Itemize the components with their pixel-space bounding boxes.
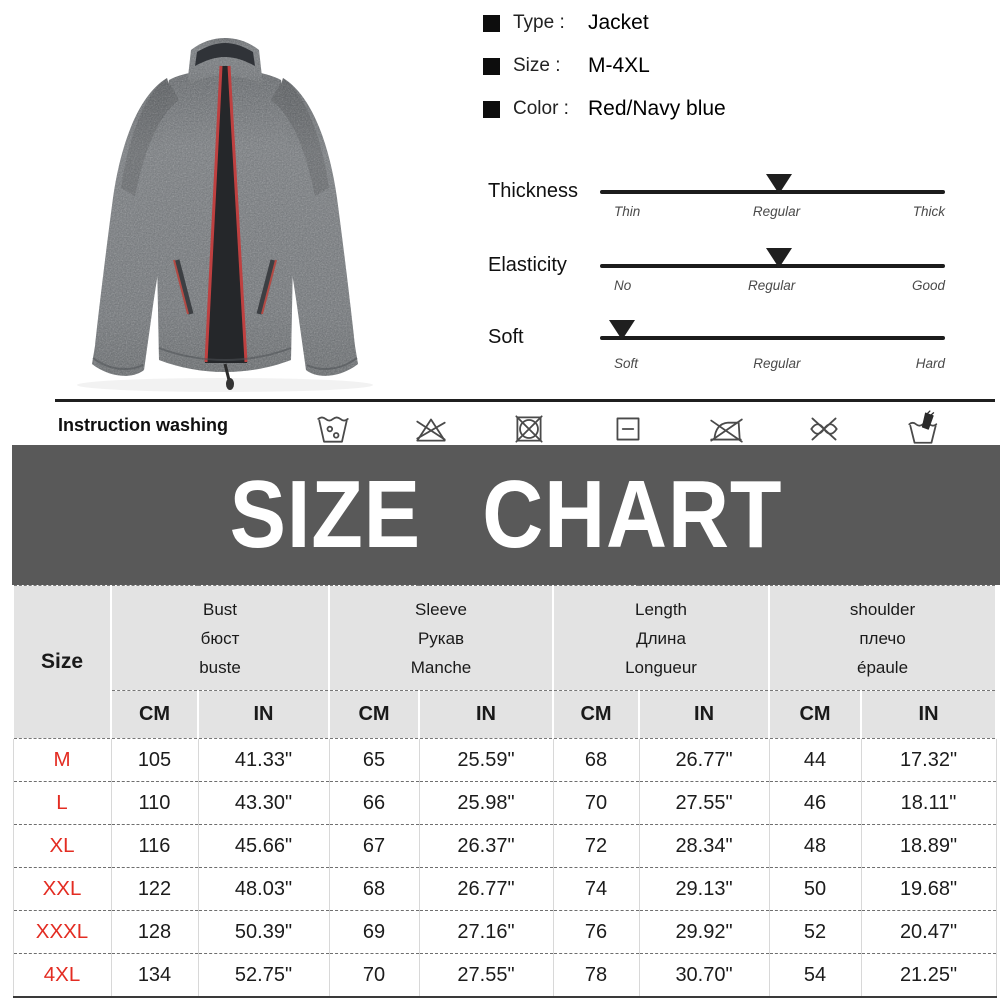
size-label: 4XL: [13, 954, 111, 998]
spec-label: Type :: [513, 12, 565, 33]
size-label: M: [13, 739, 111, 782]
square-bullet-icon: [483, 15, 500, 32]
cell-value: 65: [329, 739, 419, 782]
spec-label: Size :: [513, 55, 561, 76]
tick-label: Thin: [614, 204, 641, 219]
cell-value: 20.47": [861, 911, 996, 954]
thickness-scale: [488, 180, 948, 244]
size-label: XXXL: [13, 911, 111, 954]
cell-value: 52: [769, 911, 861, 954]
square-bullet-icon: [483, 58, 500, 75]
cell-value: 74: [553, 868, 639, 911]
cell-value: 26.77": [419, 868, 553, 911]
spec-value: Jacket: [588, 11, 649, 34]
spec-row-type: [483, 10, 649, 36]
scale-ticks: [600, 356, 945, 371]
cell-value: 70: [329, 954, 419, 998]
cell-value: 52.75": [198, 954, 329, 998]
unit-header-in: IN: [198, 691, 329, 739]
unit-header-cm: CM: [329, 691, 419, 739]
cell-value: 27.55": [639, 782, 769, 825]
do-not-tumble-dry-icon: [510, 410, 548, 448]
tick-label: Good: [911, 278, 945, 293]
cell-value: 19.68": [861, 868, 996, 911]
tick-label: Regular: [753, 356, 801, 371]
unit-header-in: IN: [861, 691, 996, 739]
cell-value: 25.59": [419, 739, 553, 782]
cell-value: 54: [769, 954, 861, 998]
tick-label: Regular: [752, 204, 801, 219]
cell-value: 70: [553, 782, 639, 825]
scale-line: [600, 336, 945, 340]
unit-header-in: IN: [419, 691, 553, 739]
cell-value: 50.39": [198, 911, 329, 954]
scale-track: [600, 254, 945, 318]
cell-value: 67: [329, 825, 419, 868]
unit-header-cm: CM: [553, 691, 639, 739]
hand-wash-icon: [904, 410, 942, 448]
cell-value: 134: [111, 954, 198, 998]
cell-value: 68: [329, 868, 419, 911]
tick-label: Hard: [915, 356, 945, 371]
table-row: [13, 739, 996, 782]
cell-value: 128: [111, 911, 198, 954]
table-row: [13, 868, 996, 911]
cell-value: 41.33": [198, 739, 329, 782]
do-not-bleach-icon: [412, 410, 450, 448]
cell-value: 26.77": [639, 739, 769, 782]
scale-name: Thickness: [488, 180, 579, 202]
cell-value: 27.55": [419, 954, 553, 998]
cell-value: 45.66": [198, 825, 329, 868]
column-header-bust: Bust бюст buste: [111, 586, 329, 691]
table-row: [13, 911, 996, 954]
unit-header-in: IN: [639, 691, 769, 739]
scale-name: Soft: [488, 326, 524, 348]
cell-value: 48: [769, 825, 861, 868]
cell-value: 76: [553, 911, 639, 954]
cell-value: 105: [111, 739, 198, 782]
cell-value: 50: [769, 868, 861, 911]
cell-value: 25.98": [419, 782, 553, 825]
cell-value: 18.11": [861, 782, 996, 825]
spec-value: Red/Navy blue: [588, 97, 726, 120]
size-chart-table: [12, 585, 997, 998]
cell-value: 72: [553, 825, 639, 868]
cell-value: 48.03": [198, 868, 329, 911]
scale-name: Elasticity: [488, 254, 567, 276]
size-label: L: [13, 782, 111, 825]
cell-value: 110: [111, 782, 198, 825]
size-chart-banner: [12, 445, 1000, 585]
table-row: [13, 825, 996, 868]
cell-value: 17.32": [861, 739, 996, 782]
cell-value: 116: [111, 825, 198, 868]
scale-ticks: [600, 278, 945, 293]
spec-label: Color :: [513, 98, 569, 119]
size-chart-title: SIZE CHART: [229, 461, 783, 568]
scale-track: [600, 180, 945, 244]
scale-marker-icon: [766, 248, 792, 268]
cell-value: 46: [769, 782, 861, 825]
do-not-wring-icon: [805, 410, 843, 448]
cell-value: 26.37": [419, 825, 553, 868]
scale-ticks: [600, 204, 945, 219]
column-header-size: Size: [13, 586, 111, 739]
divider-line: [55, 399, 995, 402]
group-header-row: [13, 586, 996, 691]
unit-header-row: [13, 691, 996, 739]
size-label: XXL: [13, 868, 111, 911]
spec-row-size: [483, 53, 650, 79]
tick-label: No: [614, 278, 632, 293]
spec-row-color: [483, 96, 726, 122]
cell-value: 21.25": [861, 954, 996, 998]
square-bullet-icon: [483, 101, 500, 118]
spec-value: M-4XL: [588, 54, 650, 77]
unit-header-cm: CM: [111, 691, 198, 739]
soft-scale: [488, 326, 948, 390]
table-row: [13, 954, 996, 998]
machine-wash-icon: [314, 410, 352, 448]
cell-value: 29.92": [639, 911, 769, 954]
cell-value: 44: [769, 739, 861, 782]
cell-value: 30.70": [639, 954, 769, 998]
cell-value: 78: [553, 954, 639, 998]
product-photo: [25, 8, 425, 393]
scale-track: [600, 326, 945, 390]
cell-value: 27.16": [419, 911, 553, 954]
unit-header-cm: CM: [769, 691, 861, 739]
cell-value: 43.30": [198, 782, 329, 825]
scale-marker-icon: [609, 320, 635, 340]
dry-flat-icon: [609, 410, 647, 448]
cell-value: 18.89": [861, 825, 996, 868]
cell-value: 29.13": [639, 868, 769, 911]
column-header-shoulder: shoulder плечо épaule: [769, 586, 996, 691]
tick-label: Soft: [614, 356, 639, 371]
cell-value: 66: [329, 782, 419, 825]
cell-value: 122: [111, 868, 198, 911]
cell-value: 68: [553, 739, 639, 782]
cell-value: 28.34": [639, 825, 769, 868]
tick-label: Thick: [912, 204, 945, 219]
table-row: [13, 782, 996, 825]
column-header-sleeve: Sleeve Рукав Manche: [329, 586, 553, 691]
washing-title: Instruction washing: [58, 415, 229, 435]
column-header-length: Length Длина Longueur: [553, 586, 769, 691]
tick-label: Regular: [747, 278, 796, 293]
do-not-iron-icon: [707, 410, 745, 448]
scale-marker-icon: [766, 174, 792, 194]
cell-value: 69: [329, 911, 419, 954]
elasticity-scale: [488, 254, 948, 318]
size-label: XL: [13, 825, 111, 868]
